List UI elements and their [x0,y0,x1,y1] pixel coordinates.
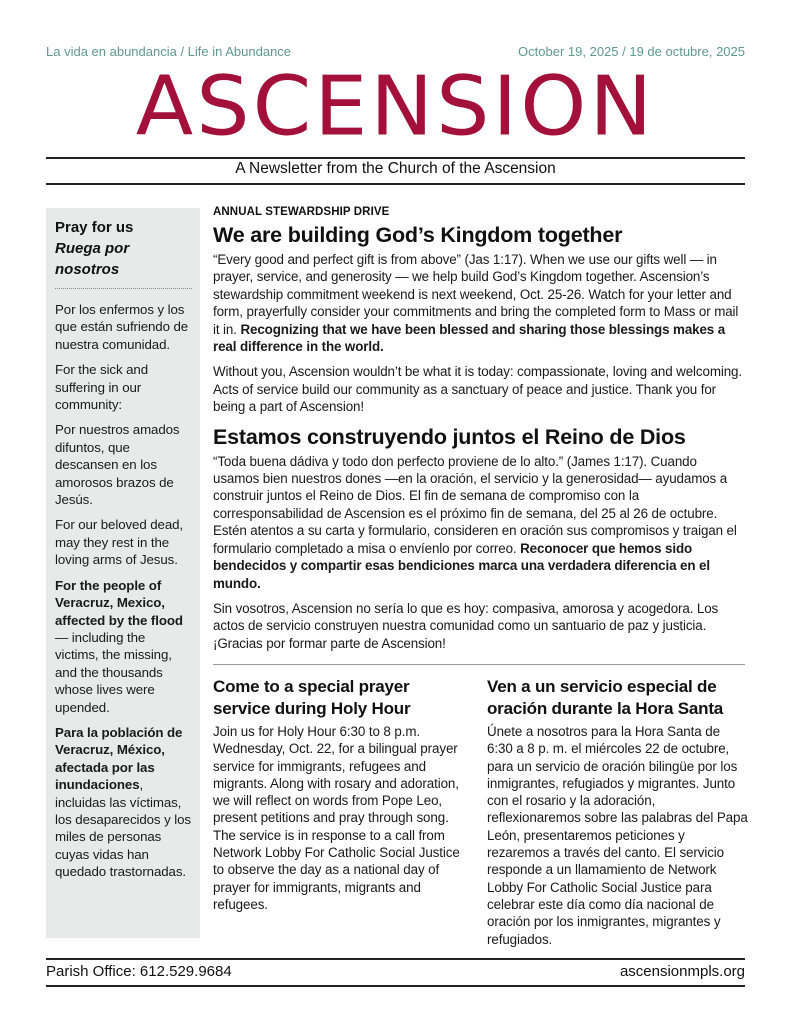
body-paragraph-es-1 [213,453,745,592]
holy-hour-en [213,676,465,913]
prayer-item: For the sick and suffering in our community: [55,362,148,413]
prayer-item: For our beloved dead, may they rest in the loving arms of Jesus. [55,517,183,568]
header-rule-top [46,157,745,159]
body-paragraph-es-2: Sin vosotros, Ascension no sería lo que es hoy: compasiva, amorosa y acogedora. Los actos de servicio construyen nuestra comunidad como un santuario de paz y justicia. ¡Gracias por formar parte de Ascension! [213,600,719,651]
prayer-item-bold: Para la población de Veracruz, México, afectada por las inundaciones [55,724,183,793]
prayer-item-text: — including the victims, the missing, and the thousands whose lives were upended. [55,629,172,715]
stewardship-article [213,206,745,660]
headline-en: We are building God’s Kingdom together [213,223,623,247]
parish-office-phone: Parish Office: 612.529.9684 [46,963,232,980]
sidebar-title-es-line1: Ruega por [55,240,130,257]
body-text: “Every good and perfect gift is from above” (Jas 1:17). When we use our gifts well — in prayer, service, and generosity — we help build God’s Kingdom together. Ascension’s stewardship commitment weekend is next weekend, Oct. 25-26. Watch for your letter and form, prayerfully consider your commitments and bring the completed form to Mass or mail it in. [213,252,739,337]
prayer-item-text: , incluidas las víctimas, los desaparecidos y los miles de personas cuyas vidas han quedado trastornadas. [55,777,191,880]
article-kicker: ANNUAL STEWARDSHIP DRIVE [213,206,390,218]
holy-hour-body-en: Join us for Holy Hour 6:30 to 8 p.m. Wednesday, Oct. 22, for a bilingual prayer service for immigrants, refugees and migrants. Along with rosary and adoration, we will reflect on words from Pope Leo, present petitions and pray through song. The service is in response to a call from Network Lobby For Catholic Social Justice to observe the day as a national day of prayer for immigrants, migrants and refugees. [213,724,460,912]
holy-hour-es [487,676,749,948]
prayer-item [55,577,192,716]
sidebar-dotted-divider [55,288,192,289]
headline-es: Estamos construyendo juntos el Reino de Dios [213,424,686,449]
holy-hour-headline-en: Come to a special prayer service during Holy Hour [213,677,411,718]
body-bold-text: Recognizing that we have been blessed and sharing those blessings makes a real difference in the world. [213,321,726,355]
tagline: La vida en abundancia / Life in Abundance [46,44,292,59]
prayer-item-bold: For the people of Veracruz, Mexico, affected by the flood [55,577,183,628]
newsletter-subtitle: A Newsletter from the Church of the Ascension [235,160,556,177]
body-bold-text: Reconocer que hemos sido bendecidos y compartir esas bendiciones marca una verdadera diferencia en el mundo. [213,540,710,591]
prayer-item: Por nuestros amados difuntos, que descansen en los amorosos brazos de Jesús. [55,422,180,508]
holy-hour-body-es: Únete a nosotros para la Hora Santa de 6:30 a 8 p. m. el miércoles 22 de octubre, para un servicio de oración bilingüe por los inmigrantes, refugiados y migrantes. Junto con el rosario y la adoración, reflexionaremos sobre las palabras del Papa León, presentaremos peticiones y rezaremos a través del canto. El servicio responde a un llamamiento de Network Lobby For Catholic Social Justice para celebrar este día como día nacional de oración por los inmigrantes, migrantes y refugiados. [487,724,748,947]
footer-rule-top [46,958,745,960]
sidebar-title: Pray for us [55,219,134,236]
section-divider [213,664,745,665]
body-text: “Toda buena dádiva y todo don perfecto proviene de lo alto.” (James 1:17). Cuando usamos bien nuestros dones —en la oración, el servicio y la generosidad— ayudamos a construir juntos el Reino de Dios. El fin de semana de compromiso con la corresponsabilidad de Ascension es el próximo fin de semana, del 25 al 26 de octubre. Estén atentos a su carta y formulario, consideren en oración sus compromisos y traigan el formulario completado a misa o envíenlo por correo. [213,453,737,556]
holy-hour-headline-es: Ven a un servicio especial de oración durante la Hora Santa [487,677,724,718]
footer-rule-bottom [46,985,745,987]
prayer-item [55,724,192,881]
body-paragraph-en-1 [213,251,745,355]
prayer-item: Por los enfermos y los que están sufriendo de nuestra comunidad. [55,302,189,352]
body-paragraph-en-2: Without you, Ascension wouldn’t be what it is today: compassionate, loving and welcoming. Acts of service build our community as a sanctuary of peace and justice. Thank you for being a part of Ascension! [213,364,742,415]
sidebar-title-es-line2: nosotros [55,261,120,278]
website-link[interactable]: ascensionmpls.org [619,963,745,980]
issue-date: October 19, 2025 / 19 de octubre, 2025 [518,44,745,59]
prayer-sidebar [46,208,200,938]
header-rule-bottom [46,183,745,185]
masthead-title: ASCENSION [135,57,656,155]
